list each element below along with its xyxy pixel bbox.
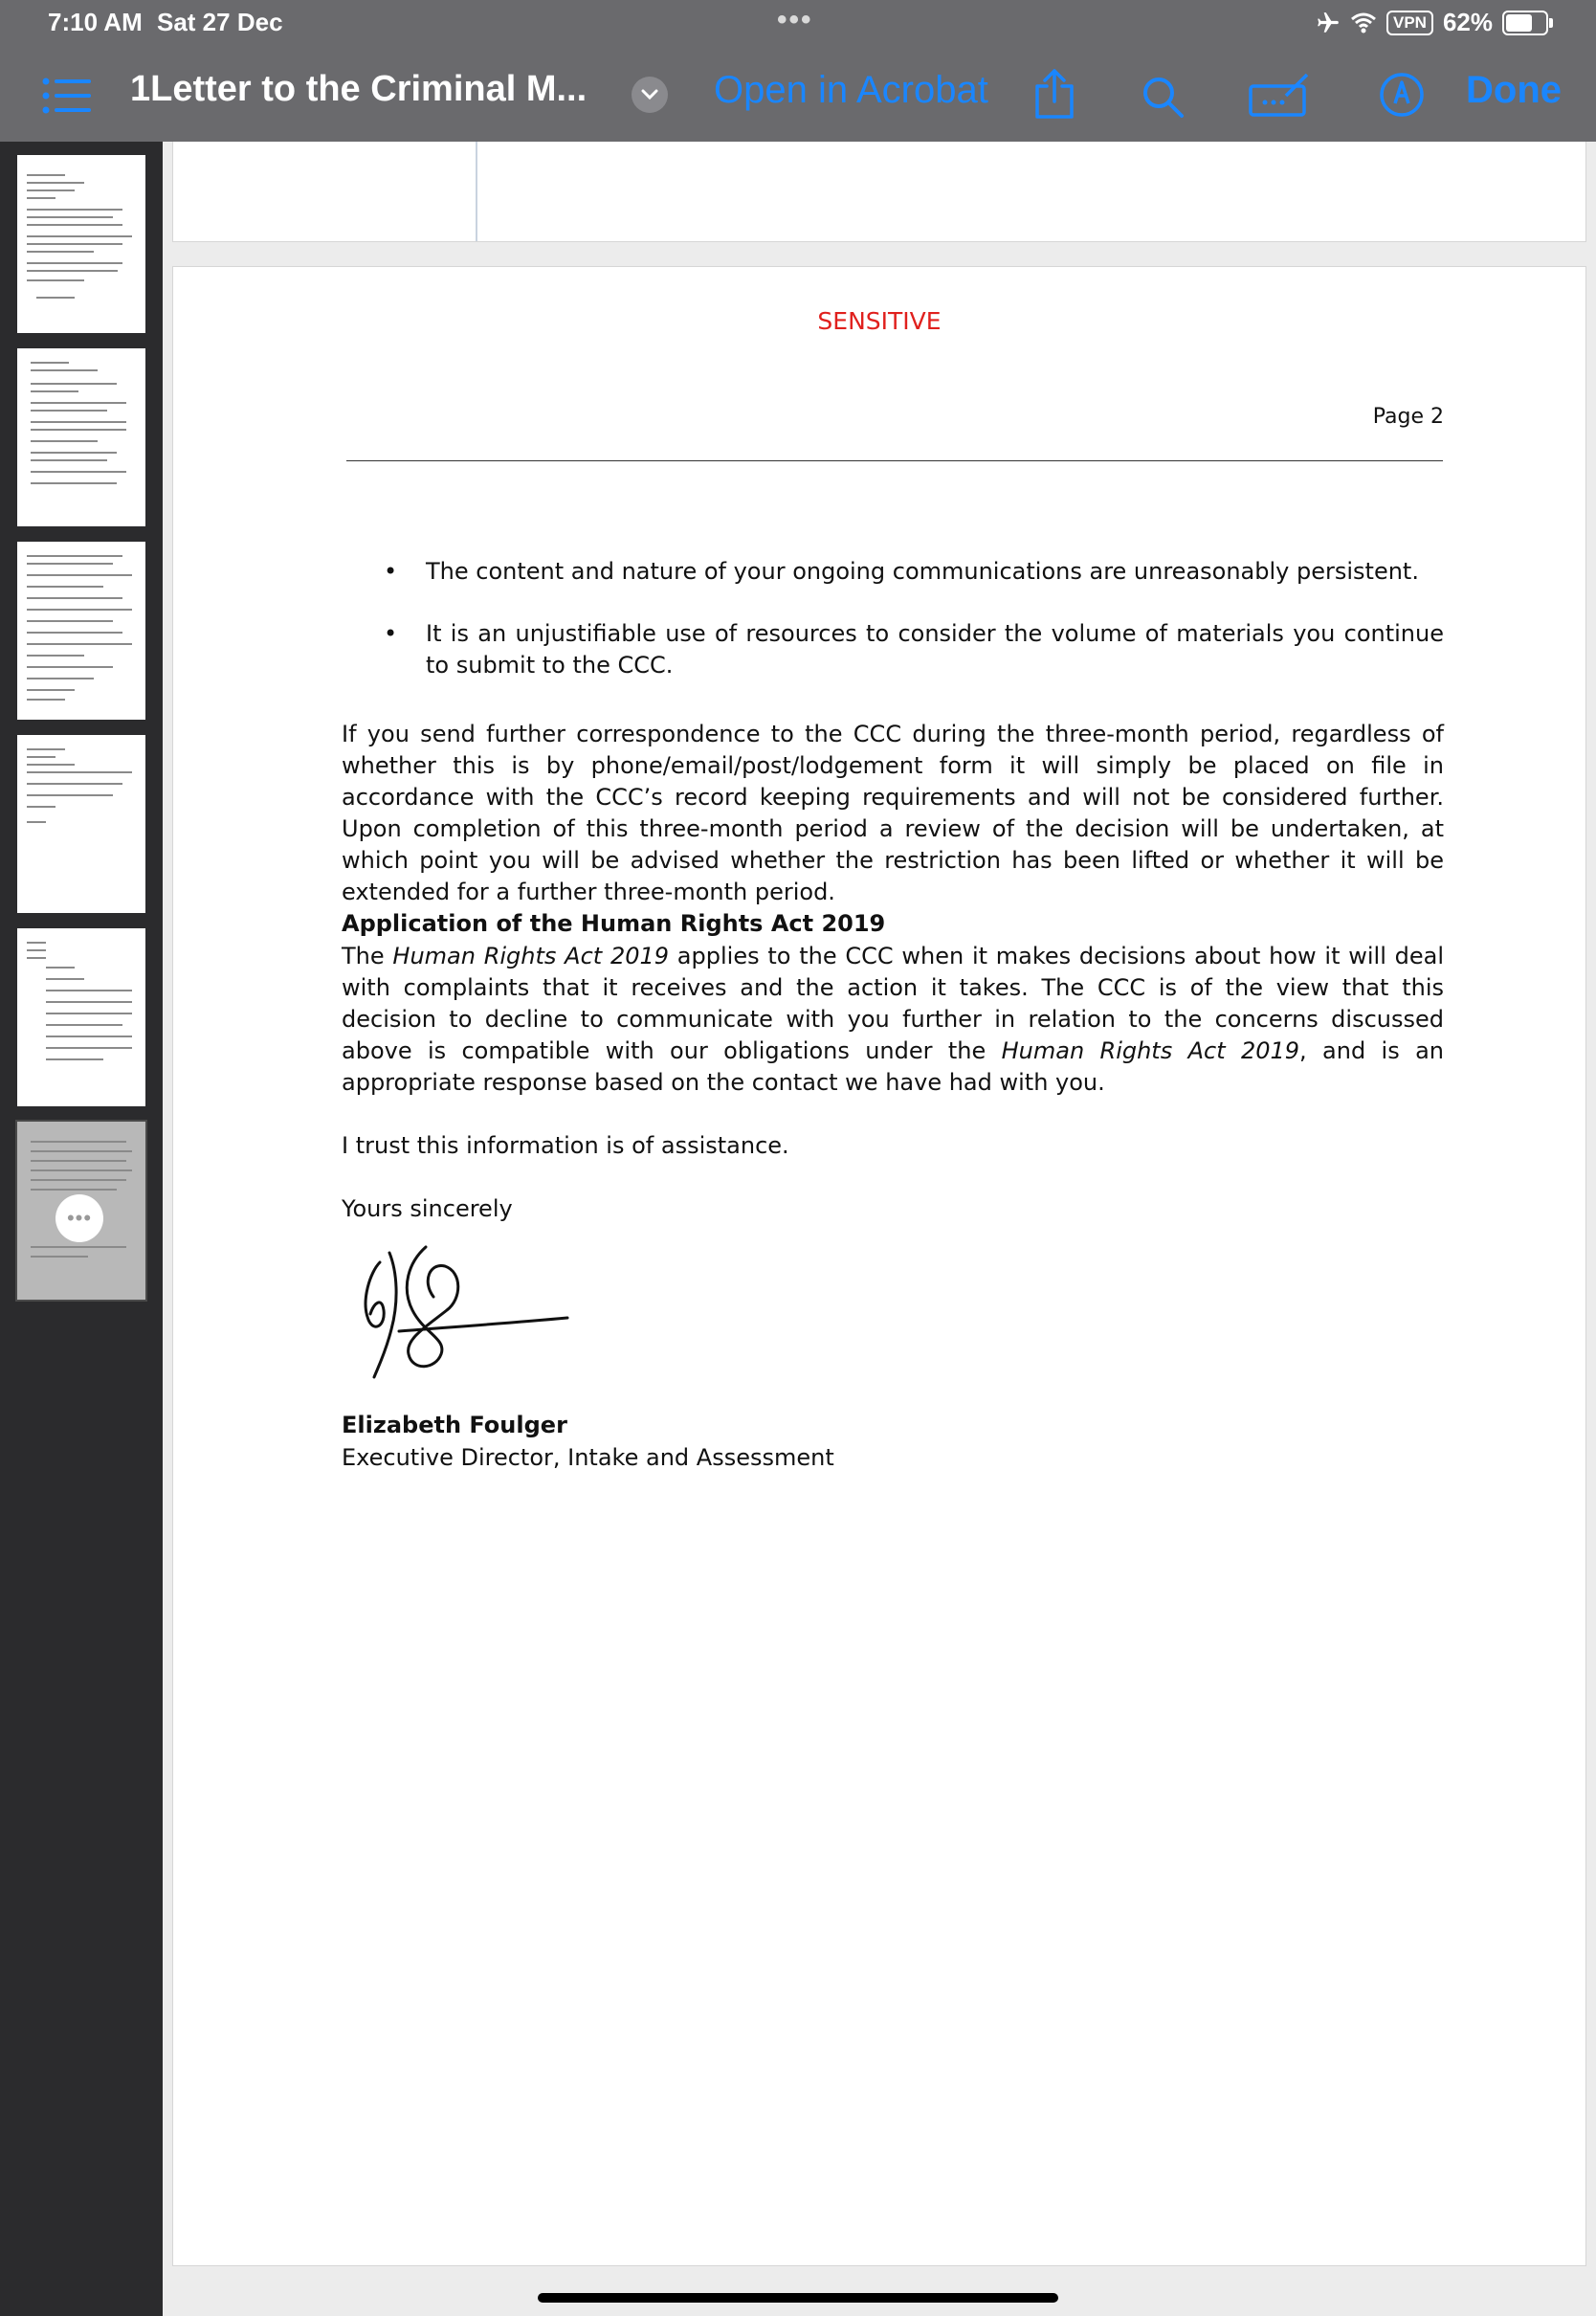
list-item — [384, 556, 1444, 588]
thumbnail-line — [27, 563, 113, 565]
thumbnail-line — [31, 390, 78, 392]
page-thumbnail-selected[interactable] — [17, 1122, 145, 1300]
thumbnail-line — [27, 949, 46, 951]
thumbnail-line — [46, 978, 84, 980]
bullet-text: The content and nature of your ongoing communications are unreasonably persistent. — [426, 558, 1419, 585]
bullet-glyph: • — [384, 558, 398, 585]
page-thumbnail[interactable] — [17, 928, 145, 1106]
thumbnail-line — [31, 1141, 126, 1143]
thumbnail-line — [27, 189, 75, 191]
thumbnail-line — [27, 209, 122, 211]
document-title[interactable]: 1Letter to the Criminal M... — [130, 69, 587, 109]
thumbnail-line — [27, 243, 122, 245]
thumbnail-line — [27, 678, 94, 679]
thumbnail-line — [31, 471, 126, 473]
thumbnail-line — [31, 452, 117, 454]
thumbnail-more-button[interactable]: ••• — [55, 1194, 103, 1242]
thumbnail-line — [27, 643, 132, 645]
page-number: Page 2 — [1372, 405, 1444, 429]
thumbnail-line — [46, 1047, 132, 1049]
list-icon[interactable] — [42, 77, 92, 115]
signatory-title: Executive Director, Intake and Assessment — [342, 1444, 834, 1471]
status-time: 7:10 AM — [48, 8, 143, 36]
thumbnail-line — [46, 1024, 122, 1026]
thumbnail-line — [27, 224, 122, 226]
bullet-glyph: • — [384, 620, 398, 647]
thumbnail-line — [27, 689, 75, 691]
thumbnail-line — [27, 216, 113, 218]
thumbnail-line — [27, 771, 132, 773]
previous-page-bottom — [172, 142, 1586, 242]
thumbnail-line — [27, 174, 65, 176]
page-thumbnail[interactable] — [17, 735, 145, 913]
paragraph-correspondence: If you send further correspondence to the CCC during the three-month period, regardless of whether this is by phone/email/post/lodgement form it will simply be placed on file in accordance with the CCC’s record keeping requirements and will not be considered further. Upon completion of this three-month period a review of the decision will be undertaken, at which point you will be advised whether the restriction has been lifted or whether it will be extended for a further three-month period. — [342, 721, 1444, 905]
thumbnail-line — [31, 402, 126, 404]
page-thumbnail[interactable] — [17, 155, 145, 333]
classification-label: SENSITIVE — [817, 307, 942, 335]
paragraph-human-rights: The Human Rights Act 2019 applies to the CCC when it makes decisions about how it will deal with complaints that it receives and the action it takes. The CCC is of the view that this decision to decline to communicate with you further in relation to the concerns discussed above is compatible with our obligations under the Human Rights Act 2019, and is an appropriate response based on the contact we have had with you. — [342, 943, 1445, 1096]
thumbnail-line — [31, 369, 98, 371]
thumbnail-line — [31, 383, 117, 385]
thumbnail-line — [31, 1189, 117, 1191]
battery-icon — [1502, 11, 1548, 35]
vpn-badge: VPN — [1386, 11, 1433, 35]
thumbnail-line — [27, 555, 122, 557]
thumbnail-line — [27, 262, 122, 264]
section-heading: Application of the Human Rights Act 2019 — [342, 910, 886, 937]
bullet-list — [384, 556, 1444, 712]
thumbnail-line — [27, 794, 113, 796]
battery-percent: 62% — [1442, 8, 1493, 36]
status-date: Sat 27 Dec — [157, 8, 283, 36]
search-icon[interactable] — [1141, 75, 1185, 119]
thumbnail-line — [46, 967, 75, 969]
document-page — [172, 266, 1586, 2266]
thumbnail-line — [27, 620, 113, 622]
thumbnail-line — [36, 297, 75, 299]
thumbnail-line — [31, 482, 117, 484]
status-indicators — [1316, 8, 1548, 37]
thumbnail-line — [27, 197, 55, 199]
thumbnail-line — [27, 806, 55, 808]
thumbnail-line — [31, 1169, 132, 1171]
home-indicator[interactable] — [538, 2293, 1058, 2303]
thumbnail-line — [46, 990, 132, 991]
thumbnail-line — [31, 421, 126, 423]
thumbnail-line — [27, 235, 132, 237]
thumbnail-line — [46, 1013, 132, 1014]
thumbnail-line — [27, 748, 65, 750]
page-thumbnail[interactable] — [17, 348, 145, 526]
wifi-icon — [1350, 11, 1377, 34]
thumbnail-line — [27, 182, 84, 184]
thumbnail-line — [27, 666, 113, 668]
signatory-name: Elizabeth Foulger — [342, 1412, 567, 1438]
thumbnail-line — [27, 756, 55, 758]
markup-toolbar-icon[interactable] — [1248, 71, 1311, 119]
closing: Yours sincerely — [342, 1195, 513, 1222]
thumbnail-line — [27, 957, 46, 959]
thumbnail-line — [46, 1036, 132, 1037]
thumbnail-line — [27, 586, 103, 588]
thumbnail-line — [31, 429, 126, 431]
paragraph-assistance: I trust this information is of assistance. — [342, 1132, 789, 1159]
thumbnail-line — [31, 1246, 126, 1248]
status-bar — [0, 0, 1596, 44]
thumbnail-line — [27, 783, 122, 785]
share-icon[interactable] — [1033, 67, 1075, 121]
list-item — [384, 618, 1444, 681]
thumbnail-line — [27, 821, 46, 823]
page-thumbnails-sidebar — [0, 142, 163, 2316]
thumbnail-line — [31, 459, 107, 461]
thumbnail-line — [27, 279, 84, 281]
thumbnail-line — [31, 362, 69, 364]
bullet-text: It is an unjustifiable use of resources to consider the volume of materials you continue to submit to the CCC. — [426, 620, 1444, 679]
thumbnail-line — [27, 609, 132, 611]
thumbnail-line — [46, 1058, 103, 1060]
thumbnail-line — [27, 699, 65, 701]
thumbnail-line — [31, 440, 98, 442]
thumbnail-line — [27, 764, 75, 766]
title-menu-button[interactable] — [632, 77, 668, 113]
thumbnail-line — [27, 597, 122, 599]
thumbnail-line — [31, 1179, 126, 1181]
thumbnail-line — [31, 1256, 88, 1258]
thumbnail-line — [27, 655, 84, 657]
thumbnail-line — [31, 1150, 132, 1152]
thumbnail-line — [27, 251, 94, 253]
signature — [342, 1234, 571, 1396]
thumbnail-line — [27, 942, 46, 944]
thumbnail-line — [27, 574, 132, 576]
chevron-down-icon — [641, 89, 658, 100]
top-bar — [0, 0, 1596, 142]
page-thumbnail[interactable] — [17, 542, 145, 720]
done-button[interactable]: Done — [1466, 69, 1562, 111]
thumbnail-line — [27, 270, 118, 272]
thumbnail-line — [31, 1160, 126, 1162]
open-in-acrobat-button[interactable]: Open in Acrobat — [714, 69, 988, 111]
multitasking-dots[interactable]: ••• — [777, 4, 813, 35]
airplane-icon — [1316, 11, 1341, 35]
thumbnail-line — [27, 632, 122, 634]
toolbar — [0, 57, 1596, 134]
header-divider — [346, 460, 1443, 461]
thumbnail-line — [31, 410, 107, 412]
thumbnail-line — [46, 1001, 132, 1003]
markup-pen-icon[interactable] — [1378, 71, 1426, 119]
